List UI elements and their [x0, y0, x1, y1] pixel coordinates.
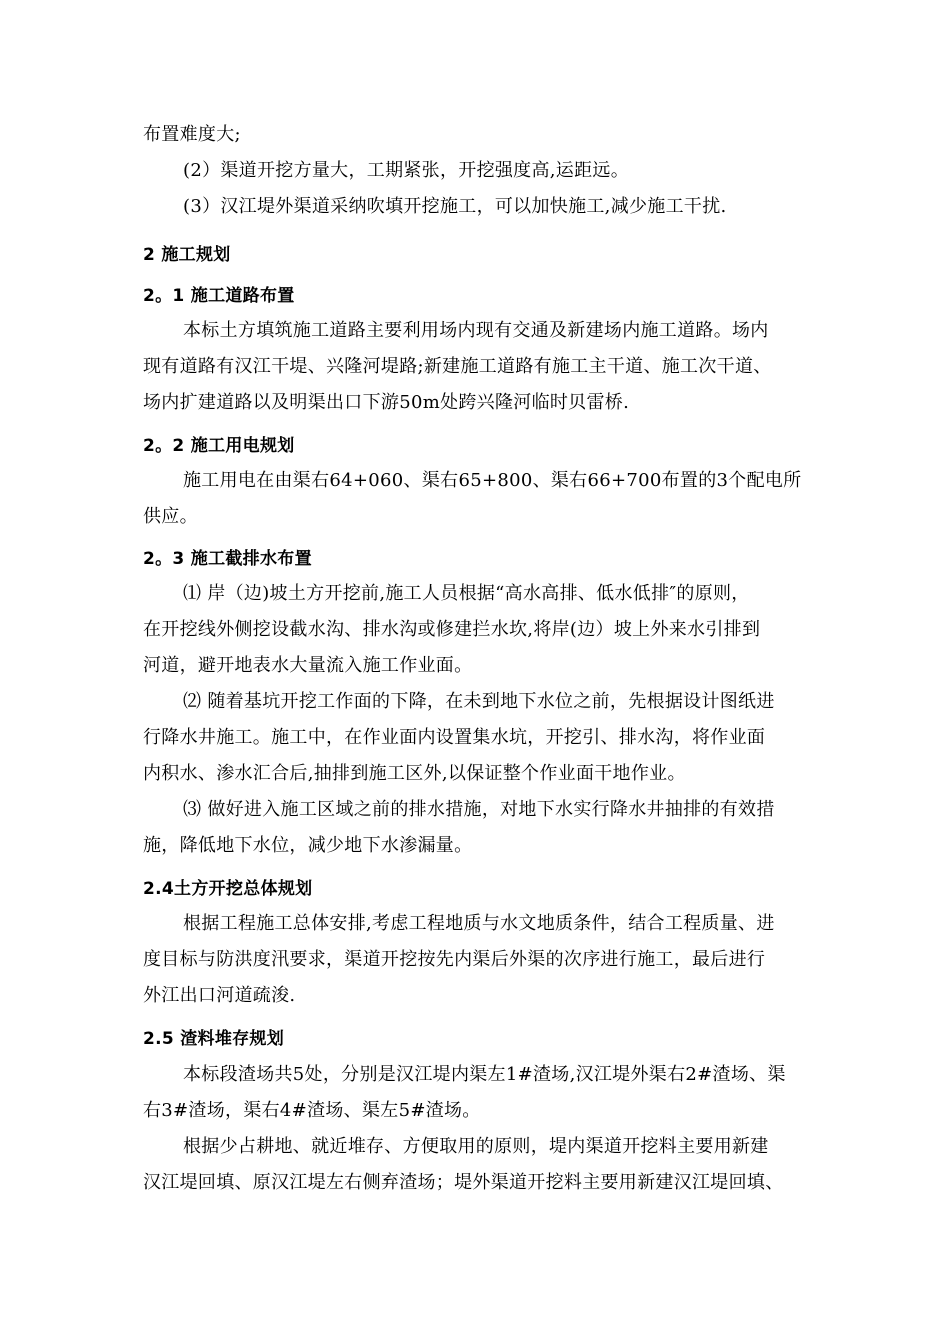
subsection-heading: 2。2 施工用电规划: [143, 436, 295, 456]
paragraph-line: 根据工程施工总体安排,考虑工程地质与水文地质条件，结合工程质量、进: [183, 913, 775, 934]
paragraph-line: 本标段渣场共5处，分别是汉江堤内渠左1#渣场,汉江堤外渠右2#渣场、渠: [183, 1064, 786, 1085]
paragraph-line: 右3#渣场，渠右4#渣场、渠左5#渣场。: [143, 1100, 481, 1121]
subsection-heading: 2.5 渣料堆存规划: [143, 1029, 285, 1049]
paragraph-line: 供应。: [143, 506, 198, 527]
paragraph-line: 现有道路有汉江干堤、兴隆河堤路;新建施工道路有施工主干道、施工次干道、: [143, 356, 772, 377]
section-heading: 2 施工规划: [143, 245, 231, 265]
paragraph-line: 河道，避开地表水大量流入施工作业面。: [143, 655, 473, 676]
subsection-heading: 2.4土方开挖总体规划: [143, 879, 313, 899]
list-item-2: (2）渠道开挖方量大，工期紧张，开挖强度高,运距远。: [183, 160, 629, 181]
paragraph-line: 根据少占耕地、就近堆存、方便取用的原则，堤内渠道开挖料主要用新建: [183, 1136, 769, 1157]
subsection-heading: 2。3 施工截排水布置: [143, 549, 312, 569]
subsection-heading: 2。1 施工道路布置: [143, 286, 295, 306]
paragraph-line: 施，降低地下水位，减少地下水渗漏量。: [143, 835, 473, 856]
paragraph-line: 汉江堤回填、原汉江堤左右侧弃渣场；堤外渠道开挖料主要用新建汉江堤回填、: [143, 1172, 784, 1193]
paragraph-line: 在开挖线外侧挖设截水沟、排水沟或修建拦水坎,将岸(边）坡上外来水引排到: [143, 619, 761, 640]
list-item-3: (3）汉江堤外渠道采纳吹填开挖施工，可以加快施工,减少施工干扰.: [183, 196, 727, 217]
paragraph-line: ⑵ 随着基坑开挖工作面的下降，在未到地下水位之前，先根据设计图纸进: [183, 691, 775, 712]
paragraph-line: 外江出口河道疏浚.: [143, 985, 296, 1006]
paragraph-line: ⑴ 岸（边)坡土方开挖前,施工人员根据“高水高排、低水低排″的原则，: [183, 583, 750, 604]
paragraph-line: 内积水、渗水汇合后,抽排到施工区外,以保证整个作业面干地作业。: [143, 763, 686, 784]
paragraph-line: 本标土方填筑施工道路主要利用场内现有交通及新建场内施工道路。场内: [183, 320, 769, 341]
paragraph-line: 场内扩建道路以及明渠出口下游50m处跨兴隆河临时贝雷桥.: [143, 392, 630, 413]
paragraph-line: ⑶ 做好进入施工区域之前的排水措施，对地下水实行降水井抽排的有效措: [183, 799, 775, 820]
body-text-line: 布置难度大;: [143, 124, 241, 145]
paragraph-line: 度目标与防洪度汛要求，渠道开挖按先内渠后外渠的次序进行施工，最后进行: [143, 949, 766, 970]
paragraph-line: 行降水井施工。施工中，在作业面内设置集水坑，开挖引、排水沟，将作业面: [143, 727, 766, 748]
paragraph-line: 施工用电在由渠右64+060、渠右65+800、渠右66+700布置的3个配电所: [183, 470, 802, 491]
